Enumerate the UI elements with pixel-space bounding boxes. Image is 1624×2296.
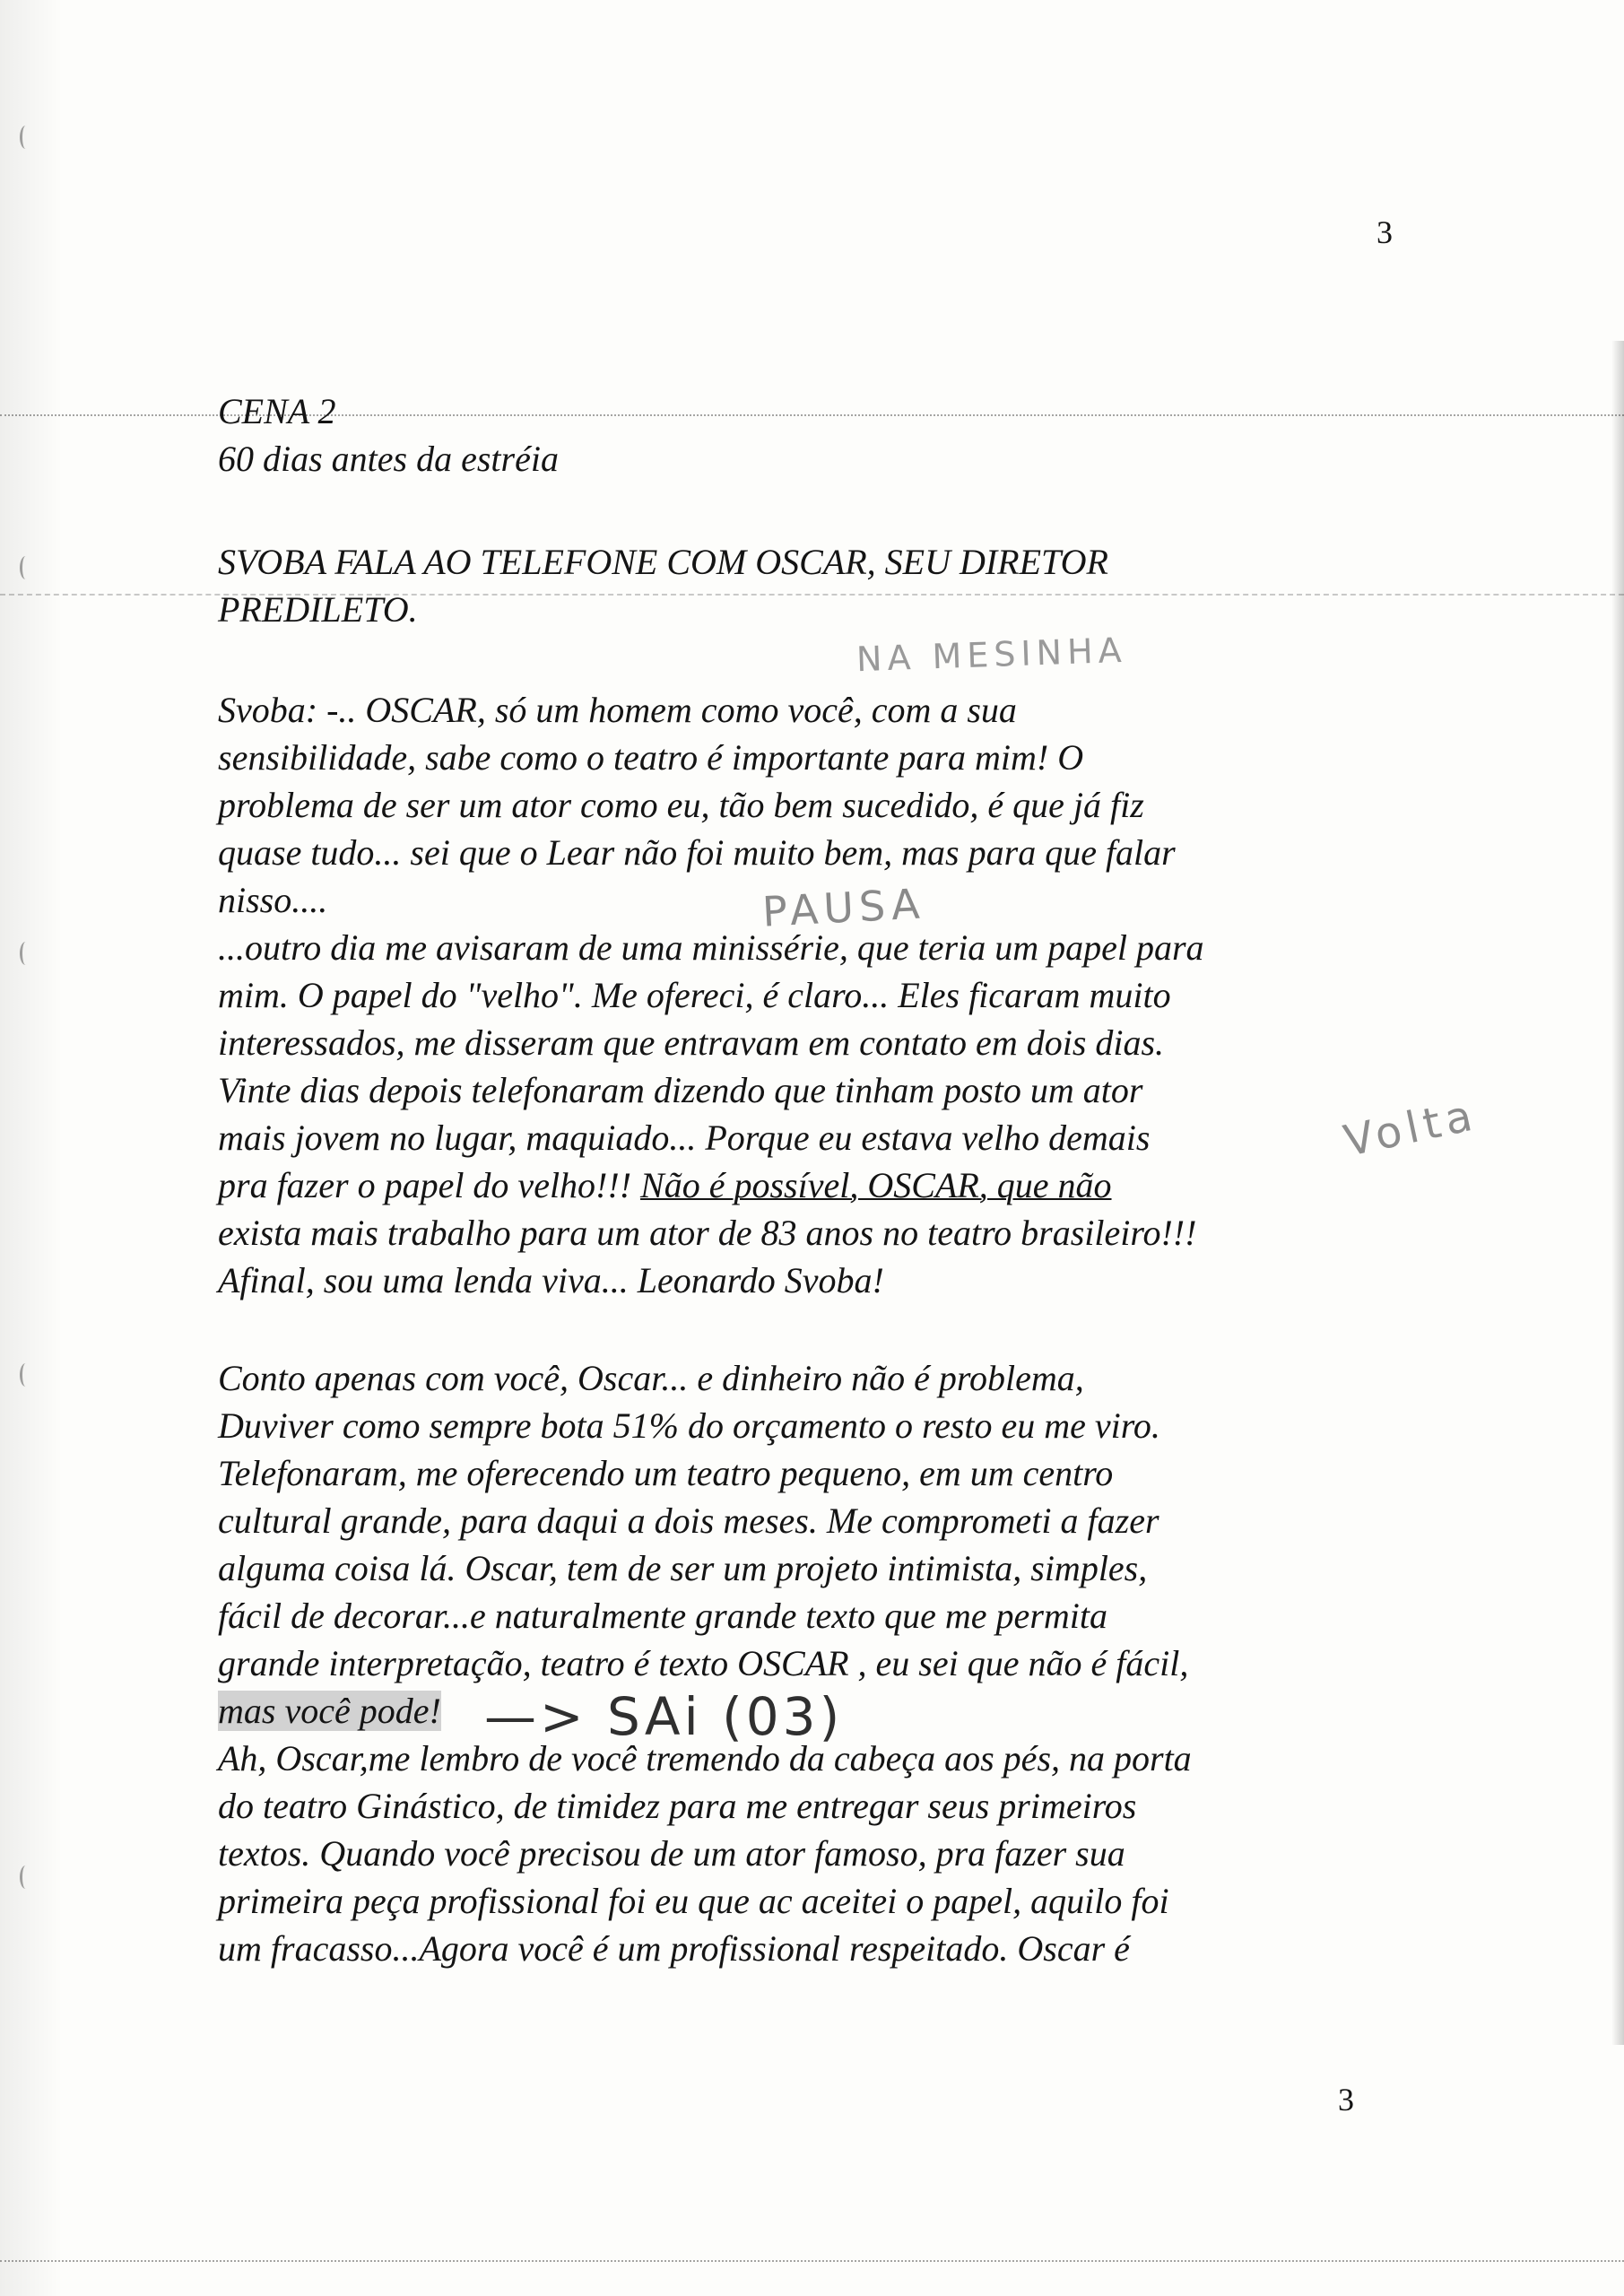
scan-dotted-line (0, 2260, 1624, 2262)
scene-heading (218, 387, 1402, 483)
punch-hole-mark (20, 126, 31, 149)
stage-direction (218, 538, 1402, 633)
dialogue-line: mais jovem no lugar, maquiado... Porque eu estava velho demais (218, 1118, 1151, 1158)
dialogue-line: um fracasso...Agora você é um profissional respeitado. Oscar é (218, 1928, 1130, 1969)
dialogue-line: Telefonaram, me oferecendo um teatro pequeno, em um centro (218, 1453, 1114, 1493)
dialogue-line: Afinal, sou uma lenda viva... Leonardo Svoba! (218, 1260, 884, 1300)
dialogue-line: Vinte dias depois telefonaram dizendo que tinham posto um ator (218, 1070, 1143, 1110)
punch-hole-mark (20, 1866, 31, 1889)
dialogue-line: quase tudo... sei que o Lear não foi muito bem, mas para que falar (218, 832, 1176, 873)
handwritten-note-mesinha: NA MESINHA (855, 630, 1128, 680)
dialogue-line: ...outro dia me avisaram de uma minissérie, que teria um papel para (218, 927, 1204, 968)
punch-hole-mark (20, 942, 31, 965)
dialogue-line: problema de ser um ator como eu, tão bem sucedido, é que já fiz (218, 785, 1144, 825)
dialogue-line: primeira peça profissional foi eu que ac aceitei o papel, aquilo foi (218, 1881, 1169, 1921)
page-number-bottom: 3 (1338, 2082, 1354, 2118)
dialogue-line: Svoba: -.. OSCAR, só um homem como você, com a sua (218, 690, 1017, 730)
handwritten-note-pausa: PAUSA (760, 879, 926, 936)
stage-direction-line: PREDILETO. (218, 589, 418, 630)
dialogue-line: Conto apenas com você, Oscar... e dinheiro não é problema, (218, 1358, 1084, 1398)
handwritten-exit-cue: —> SAi (03) (484, 1686, 844, 1747)
dialogue-line: sensibilidade, sabe como o teatro é importante para mim! O (218, 737, 1084, 778)
stage-direction-line: SVOBA FALA AO TELEFONE COM OSCAR, SEU DIRETOR (218, 542, 1108, 582)
underlined-passage: Não é possível, OSCAR, que não (640, 1165, 1112, 1205)
page-number-top: 3 (1376, 214, 1393, 250)
dialogue-line: interessados, me disseram que entravam em contato em dois dias. (218, 1022, 1165, 1063)
punch-hole-mark (20, 1363, 31, 1387)
punch-hole-mark (20, 556, 31, 579)
dialogue-line: mim. O papel do "velho". Me ofereci, é claro... Eles ficaram muito (218, 975, 1171, 1015)
dialogue-line: Ah, Oscar,me lembro de você tremendo da cabeça aos pés, na porta (218, 1738, 1192, 1779)
dialogue-paragraph-2 (218, 1354, 1402, 1972)
dialogue-line (218, 1161, 1402, 1209)
dialogue-line: alguma coisa lá. Oscar, tem de ser um projeto intimista, simples, (218, 1548, 1148, 1588)
handwritten-note-volta: Volta (1339, 1090, 1482, 1167)
scan-shadow-right (1611, 341, 1624, 2045)
dialogue-line: cultural grande, para daqui a dois meses. Me comprometi a fazer (218, 1500, 1159, 1541)
scene-subtitle: 60 dias antes da estréia (218, 439, 559, 479)
scan-shadow-left (0, 0, 63, 2296)
scene-title: CENA 2 (218, 391, 336, 431)
dialogue-line: nisso.... (218, 880, 328, 920)
dialogue-line: fácil de decorar...e naturalmente grande texto que me permita (218, 1596, 1107, 1636)
dialogue-line: Duviver como sempre bota 51% do orçamento o resto eu me viro. (218, 1405, 1160, 1446)
dialogue-line: do teatro Ginástico, de timidez para me entregar seus primeiros (218, 1786, 1137, 1826)
dialogue-line: textos. Quando você precisou de um ator famoso, pra fazer sua (218, 1833, 1125, 1874)
dialogue-line: grande interpretação, teatro é texto OSCAR , eu sei que não é fácil, (218, 1643, 1189, 1683)
dialogue-line: exista mais trabalho para um ator de 83 anos no teatro brasileiro!!! (218, 1213, 1197, 1253)
dialogue-line-text: pra fazer o papel do velho!!! (218, 1165, 641, 1205)
highlighted-passage: mas você pode! (218, 1691, 441, 1731)
dialogue-paragraph-1 (218, 686, 1402, 1304)
